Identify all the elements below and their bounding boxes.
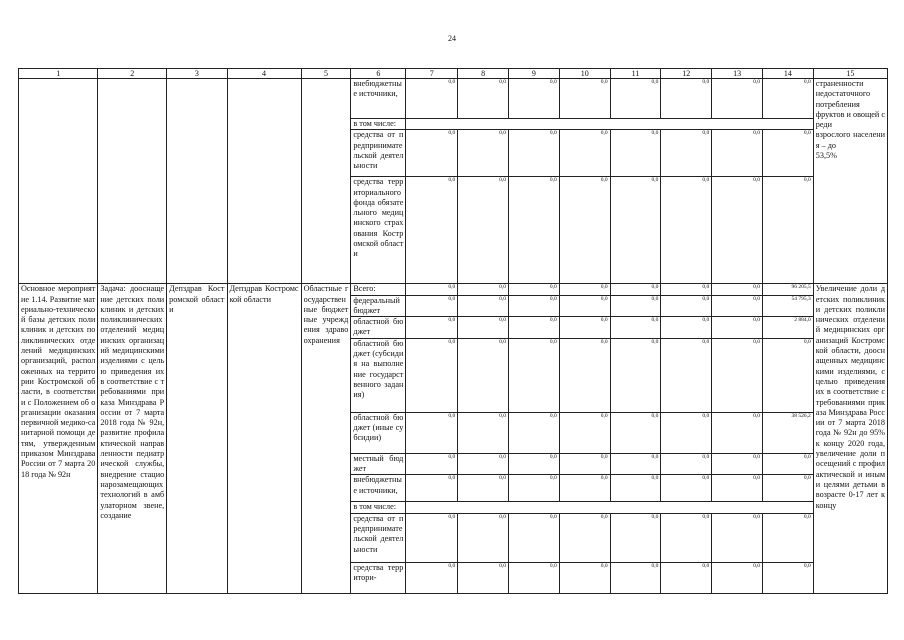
value-cell: 0,0 xyxy=(406,295,458,317)
value-cell: 0,0 xyxy=(458,295,509,317)
value-cell: 0,0 xyxy=(406,338,458,412)
value-cell: 0,0 xyxy=(661,79,712,119)
empty-values-cell xyxy=(406,502,813,513)
value-cell: 0,0 xyxy=(406,130,458,177)
funding-source-label: областной бюджет (иные субсидии) xyxy=(351,412,406,453)
value-cell: 0,0 xyxy=(559,562,610,593)
task-description: Задача: дооснащение детских поликлиник и детских поликлинических отделений медицинских организаций медицинскими изделиями с целью приведения их в соответствие с требованиями приказа Минздрава России от 7 марта 2018 года № 92н, развитие профилактической направленности педиатрической службы, внедрение стационарозамещающих технологий в амбулаторном звене, создание xyxy=(98,284,167,593)
value-cell: 0,0 xyxy=(458,412,509,453)
empty-cell xyxy=(19,79,98,284)
value-cell: 0,0 xyxy=(661,317,712,339)
value-cell: 0,0 xyxy=(406,177,458,284)
value-cell: 0,0 xyxy=(712,338,763,412)
value-cell: 0,0 xyxy=(406,79,458,119)
value-cell: 0,0 xyxy=(509,295,560,317)
value-cell: 0,0 xyxy=(509,130,560,177)
column-number: 10 xyxy=(559,69,610,79)
value-cell: 0,0 xyxy=(712,130,763,177)
value-cell: 0,0 xyxy=(406,513,458,562)
value-cell: 0,0 xyxy=(610,475,661,502)
value-cell: 0,0 xyxy=(509,284,560,295)
value-cell: 0,0 xyxy=(509,338,560,412)
value-cell: 0,0 xyxy=(661,177,712,284)
value-cell: 0,0 xyxy=(458,177,509,284)
value-cell: 0,0 xyxy=(458,317,509,339)
column-number: 2 xyxy=(98,69,167,79)
value-cell: 0,0 xyxy=(406,562,458,593)
value-cell: 0,0 xyxy=(712,295,763,317)
value-cell: 0,0 xyxy=(661,284,712,295)
value-cell: 0,0 xyxy=(610,453,661,475)
funding-source-label: Всего: xyxy=(351,284,406,295)
value-cell: 0,0 xyxy=(559,130,610,177)
column-number: 14 xyxy=(762,69,813,79)
value-cell: 0,0 xyxy=(509,412,560,453)
value-cell: 0,0 xyxy=(610,130,661,177)
value-cell: 0,0 xyxy=(610,284,661,295)
funding-row xyxy=(19,284,888,295)
value-cell: 0,0 xyxy=(559,79,610,119)
column-number: 1 xyxy=(19,69,98,79)
column-number: 6 xyxy=(351,69,406,79)
value-cell: 2 884,0 xyxy=(762,317,813,339)
value-cell: 0,0 xyxy=(661,412,712,453)
value-cell: 0,0 xyxy=(509,562,560,593)
value-cell: 0,0 xyxy=(712,562,763,593)
value-cell: 0,0 xyxy=(458,79,509,119)
value-cell: 0,0 xyxy=(762,177,813,284)
value-cell: 0,0 xyxy=(406,475,458,502)
value-cell: 0,0 xyxy=(509,453,560,475)
value-cell: 0,0 xyxy=(661,295,712,317)
funding-source-label: средства территори- xyxy=(351,562,406,593)
expected-result-text: Увеличение доли детских поликлиник и детских поликлинических отделений медицинских организаций Костромской области, дооснащенных медицинскими изделиями, с целью приведения их в соответствие с требованиями приказа Минздрава России от 7 марта 2018 года № 92н до 95% к концу 2020 года, увеличение доли посещений с профилактической и иными целями детьми в возрасте 0-17 лет к концу xyxy=(813,284,887,593)
value-cell: 0,0 xyxy=(509,475,560,502)
column-number: 13 xyxy=(712,69,763,79)
value-cell: 0,0 xyxy=(712,317,763,339)
funding-source-label: внебюджетные источники, xyxy=(351,475,406,502)
value-cell: 0,0 xyxy=(712,453,763,475)
value-cell: 0,0 xyxy=(610,412,661,453)
value-cell: 0,0 xyxy=(509,513,560,562)
value-cell: 0,0 xyxy=(509,79,560,119)
value-cell: 54 795,3 xyxy=(762,295,813,317)
column-number: 4 xyxy=(227,69,301,79)
page-number: 24 xyxy=(448,34,456,43)
value-cell: 0,0 xyxy=(762,130,813,177)
value-cell: 0,0 xyxy=(458,475,509,502)
program-table xyxy=(18,68,888,594)
funding-row xyxy=(19,79,888,119)
value-cell: 0,0 xyxy=(712,475,763,502)
funding-source-label: федеральный бюджет xyxy=(351,295,406,317)
value-cell: 0,0 xyxy=(712,284,763,295)
column-number: 7 xyxy=(406,69,458,79)
value-cell: 0,0 xyxy=(458,513,509,562)
funding-source-label: в том числе: xyxy=(351,502,406,513)
column-number: 5 xyxy=(301,69,351,79)
value-cell: 0,0 xyxy=(610,562,661,593)
value-cell: 0,0 xyxy=(458,562,509,593)
value-cell: 0,0 xyxy=(661,562,712,593)
value-cell: 0,0 xyxy=(762,513,813,562)
value-cell: 0,0 xyxy=(762,562,813,593)
funding-source-label: внебюджетные источники, xyxy=(351,79,406,119)
column-number: 12 xyxy=(661,69,712,79)
value-cell: 96 205,5 xyxy=(762,284,813,295)
value-cell: 0,0 xyxy=(559,284,610,295)
empty-values-cell xyxy=(406,119,813,130)
value-cell: 0,0 xyxy=(610,338,661,412)
expected-result-text: страненности недостаточного потребления фруктов и овощей среди взрослого населения – до 53,5% xyxy=(813,79,887,284)
value-cell: 0,0 xyxy=(458,453,509,475)
value-cell: 0,0 xyxy=(762,338,813,412)
value-cell: 0,0 xyxy=(559,317,610,339)
value-cell: 0,0 xyxy=(559,295,610,317)
column-number: 3 xyxy=(167,69,227,79)
value-cell: 0,0 xyxy=(406,317,458,339)
value-cell: 0,0 xyxy=(406,284,458,295)
value-cell: 0,0 xyxy=(559,338,610,412)
funding-source-label: средства от предпринимательской деятельности xyxy=(351,130,406,177)
value-cell: 0,0 xyxy=(712,412,763,453)
value-cell: 0,0 xyxy=(661,130,712,177)
value-cell: 0,0 xyxy=(559,177,610,284)
participants: Областные государственные бюджетные учреждения здравоохранения xyxy=(301,284,351,593)
responsible-executor: Депздрав Костромской области xyxy=(167,284,227,593)
value-cell: 0,0 xyxy=(661,513,712,562)
value-cell: 0,0 xyxy=(509,317,560,339)
value-cell: 0,0 xyxy=(610,295,661,317)
value-cell: 0,0 xyxy=(661,453,712,475)
empty-cell xyxy=(98,79,167,284)
empty-cell xyxy=(301,79,351,284)
value-cell: 0,0 xyxy=(712,513,763,562)
value-cell: 0,0 xyxy=(610,177,661,284)
value-cell: 38 526,2 xyxy=(762,412,813,453)
value-cell: 0,0 xyxy=(509,177,560,284)
column-number-row xyxy=(19,69,888,79)
value-cell: 0,0 xyxy=(559,513,610,562)
value-cell: 0,0 xyxy=(661,338,712,412)
funding-source-label: областной бюджет (субсидия на выполнение государственного задания) xyxy=(351,338,406,412)
value-cell: 0,0 xyxy=(610,513,661,562)
value-cell: 0,0 xyxy=(458,284,509,295)
empty-cell xyxy=(227,79,301,284)
value-cell: 0,0 xyxy=(610,79,661,119)
funding-source-label: средства от предпринимательской деятельности xyxy=(351,513,406,562)
value-cell: 0,0 xyxy=(762,453,813,475)
column-number: 8 xyxy=(458,69,509,79)
value-cell: 0,0 xyxy=(610,317,661,339)
funding-source-label: областной бюджет xyxy=(351,317,406,339)
funding-source-label: средства территориального фонда обязательного медицинского страхования Костромской области xyxy=(351,177,406,284)
value-cell: 0,0 xyxy=(661,475,712,502)
column-number: 15 xyxy=(813,69,887,79)
value-cell: 0,0 xyxy=(406,453,458,475)
funding-source-label: в том числе: xyxy=(351,119,406,130)
value-cell: 0,0 xyxy=(712,79,763,119)
empty-cell xyxy=(167,79,227,284)
column-number: 9 xyxy=(509,69,560,79)
value-cell: 0,0 xyxy=(559,475,610,502)
funding-source-label: местный бюджет xyxy=(351,453,406,475)
value-cell: 0,0 xyxy=(762,79,813,119)
co-executor: Депздрав Костромской области xyxy=(227,284,301,593)
value-cell: 0,0 xyxy=(762,475,813,502)
measure-name: Основное мероприятие 1.14. Развитие материально-технической базы детских поликлиник и детских поликлинических отделений медицинских организаций, расположенных на территории Костромской области, в соответствии с Положением об организации оказания первичной медико-санитарной помощи детям, утвержденным приказом Минздрава России от 7 марта 2018 года № 92н xyxy=(19,284,98,593)
value-cell: 0,0 xyxy=(712,177,763,284)
value-cell: 0,0 xyxy=(559,412,610,453)
value-cell: 0,0 xyxy=(458,338,509,412)
value-cell: 0,0 xyxy=(559,453,610,475)
value-cell: 0,0 xyxy=(458,130,509,177)
column-number: 11 xyxy=(610,69,661,79)
value-cell: 0,0 xyxy=(406,412,458,453)
